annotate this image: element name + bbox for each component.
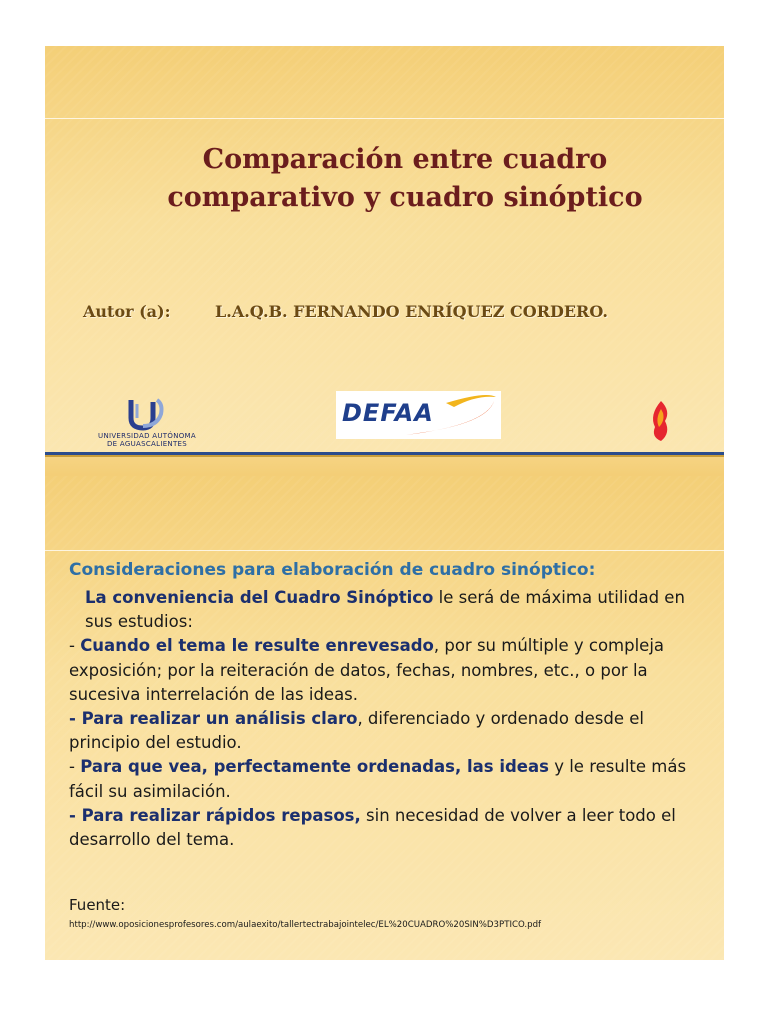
author-label: Autor (a): — [83, 302, 171, 321]
intro-rest: le será de máxima utilidad en sus estudios: — [85, 588, 685, 632]
defaa-logo — [336, 391, 501, 439]
swoosh-icon — [336, 391, 501, 439]
intro-paragraph — [69, 586, 709, 634]
footer-stripe-gold — [45, 455, 724, 457]
bullet-1-rest: , por su múltiple y compleja exposición; por la reiteración de datos, fechas, nombres, etc., o por la sucesiva interrelación de las ideas. — [69, 636, 665, 704]
bullet-4-bold: - Para realizar rápidos repasos, — [69, 805, 361, 825]
defaa-wordmark: DEFAA — [342, 399, 434, 427]
flame-logo-icon — [647, 399, 673, 443]
decor-line — [45, 118, 724, 119]
bullet-2 — [69, 707, 709, 755]
source-label: Fuente: — [69, 896, 126, 914]
slide-content — [45, 476, 724, 960]
author-name: L.A.Q.B. FERNANDO ENRÍQUEZ CORDERO. — [215, 302, 608, 321]
bullet-2-bold: - Para realizar un análisis claro — [69, 709, 358, 729]
uaa-name-line1: UNIVERSIDAD AUTÓNOMA — [98, 432, 196, 440]
slide-title — [45, 46, 724, 482]
source-link[interactable]: http://www.oposicionesprofesores.com/aulaexito/tallertectrabajointelec/EL%20CUADRO%20SIN%D3PTICO.pdf — [69, 920, 542, 930]
decor-line — [45, 550, 724, 551]
bullet-1-bold: Cuando el tema le resulte enrevesado — [80, 636, 434, 656]
bullet-dash: - — [69, 757, 81, 777]
author-line — [83, 302, 608, 321]
uaa-logo — [87, 396, 207, 454]
bullet-3-rest: y le resulte más fácil su asimilación. — [69, 757, 687, 801]
uaa-emblem-icon — [87, 396, 207, 432]
bullet-1 — [69, 634, 709, 707]
uaa-name-line2: DE AGUASCALIENTES — [106, 440, 188, 448]
bullet-2-rest: , diferenciado y ordenado desde el principio del estudio. — [69, 709, 644, 753]
section-heading: Consideraciones para elaboración de cuadro sinóptico: — [69, 560, 596, 580]
bullet-4 — [69, 804, 709, 852]
bullet-3-bold: Para que vea, perfectamente ordenadas, las ideas — [80, 757, 549, 777]
bullet-dash: - — [69, 636, 81, 656]
content-body — [69, 586, 709, 852]
intro-bold: La conveniencia del Cuadro Sinóptico — [85, 588, 434, 607]
bullet-4-rest: sin necesidad de volver a leer todo el desarrollo del tema. — [69, 805, 676, 850]
presentation-title: Comparación entre cuadro comparativo y cuadro sinóptico — [167, 144, 643, 213]
bullet-3 — [69, 755, 709, 803]
